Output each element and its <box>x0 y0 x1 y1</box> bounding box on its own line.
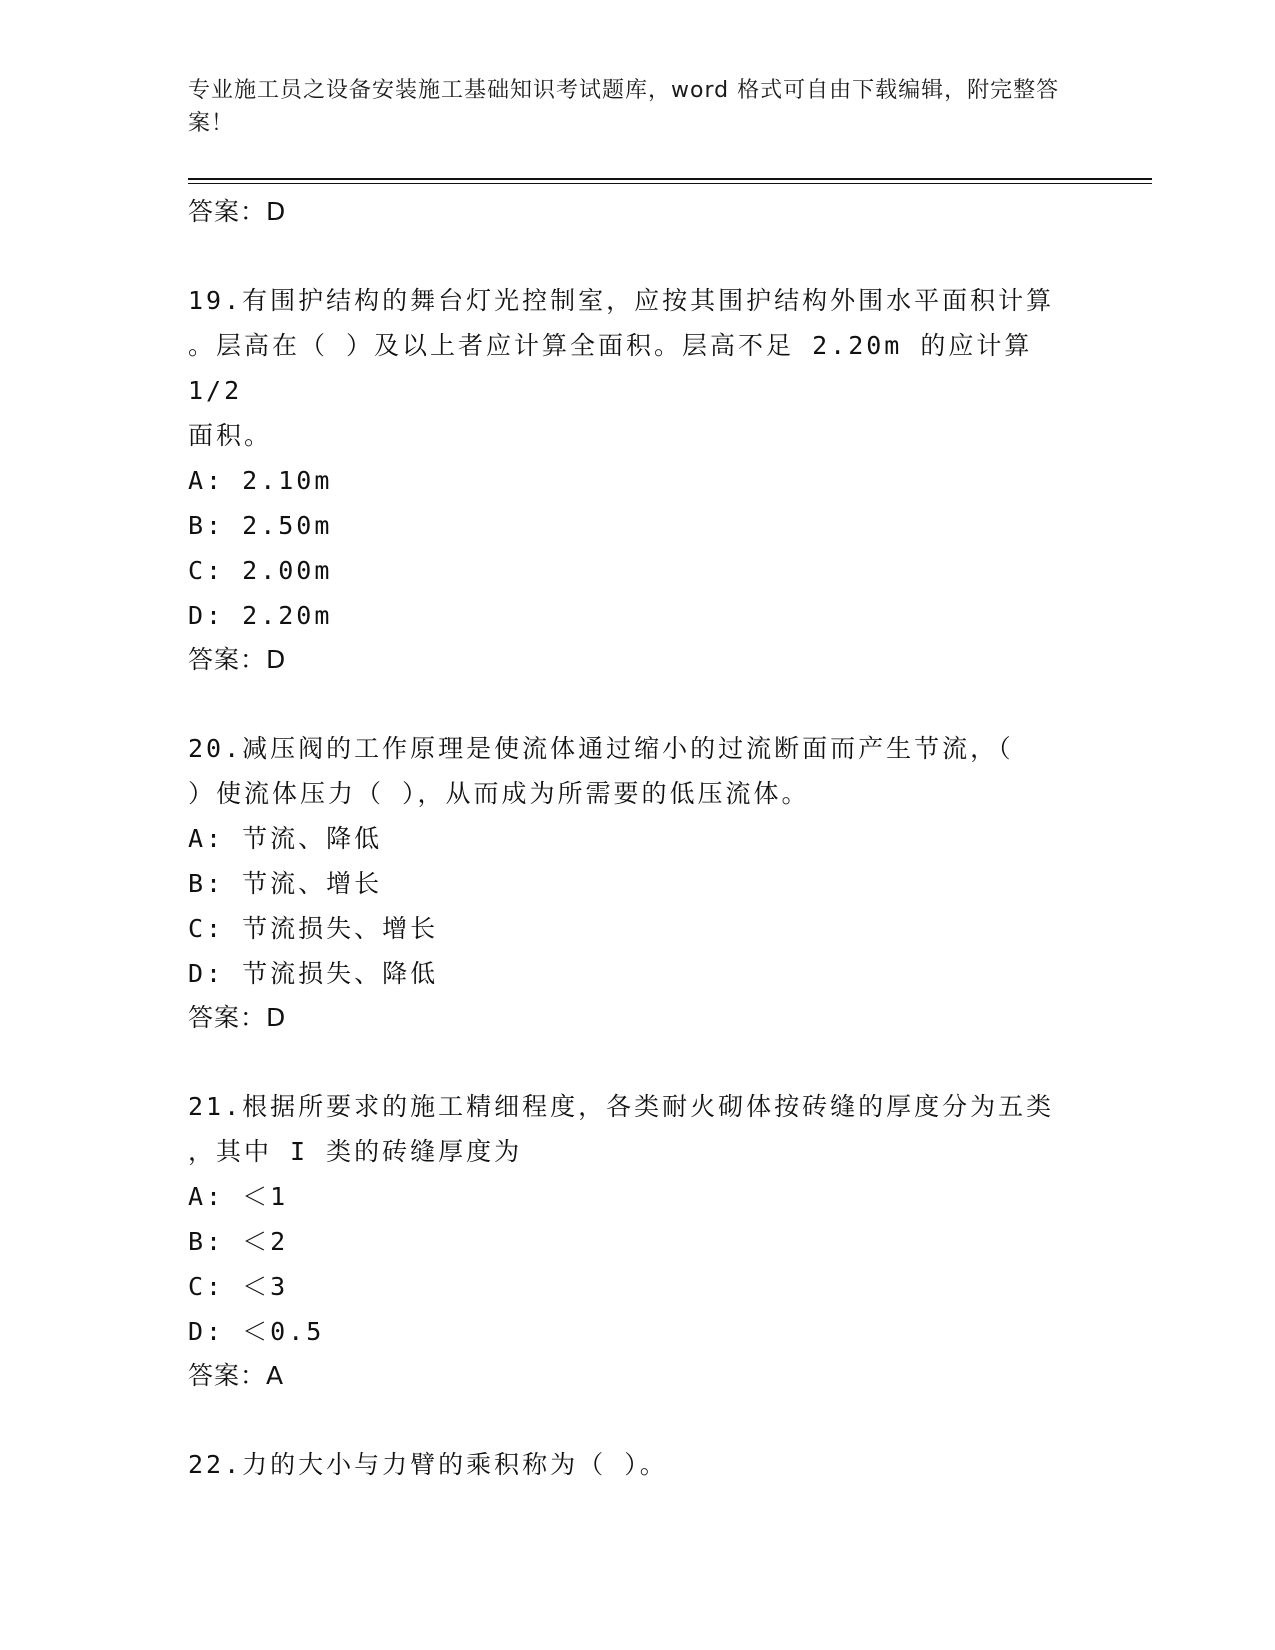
question-text-line: ）使流体压力（ ），从而成为所需要的低压流体。 <box>188 779 810 808</box>
question-item <box>188 1084 1088 1396</box>
option-d: D: ＜0.5 <box>188 1317 325 1346</box>
option-a: A: 2.10m <box>188 466 333 495</box>
answer-line: 答案：D <box>188 645 287 674</box>
header-rule-thin <box>188 183 1152 184</box>
question-list <box>188 192 1088 1487</box>
answer-line: 答案：D <box>188 1003 287 1032</box>
question-text-line: 21.根据所要求的施工精细程度，各类耐火砌体按砖缝的厚度分为五类 <box>188 1092 1055 1121</box>
option-c: C: ＜3 <box>188 1272 289 1301</box>
option-b: B: 节流、增长 <box>188 869 383 898</box>
question-text-line: 19.有围护结构的舞台灯光控制室，应按其围护结构外围水平面积计算 <box>188 286 1055 315</box>
option-d: D: 2.20m <box>188 601 333 630</box>
header-note: 专业施工员之设备安装施工基础知识考试题库，word 格式可自由下载编辑，附完整答案！ <box>188 78 1060 136</box>
question-item <box>188 1442 1088 1487</box>
option-d: D: 节流损失、降低 <box>188 959 439 988</box>
answer-line: 答案：D <box>188 197 287 226</box>
option-c: C: 节流损失、增长 <box>188 914 439 943</box>
question-item <box>188 726 1088 1038</box>
option-a: A: 节流、降低 <box>188 824 383 853</box>
question-text-line: 。层高在（ ）及以上者应计算全面积。层高不足 2.20m 的应计算 1/2 <box>188 331 1033 405</box>
option-c: C: 2.00m <box>188 556 333 585</box>
question-text-line: 20.减压阀的工作原理是使流体通过缩小的过流断面而产生节流，（ <box>188 734 1014 763</box>
answer-line: 答案：A <box>188 1361 285 1390</box>
header-rule-thick <box>188 178 1152 180</box>
question-item <box>188 278 1088 680</box>
option-b: B: ＜2 <box>188 1227 289 1256</box>
question-text-line: ，其中 I 类的砖缝厚度为 <box>188 1137 523 1166</box>
question-text-line: 面积。 <box>188 421 273 450</box>
question-text-line: 22.力的大小与力臂的乘积称为（ ）。 <box>188 1450 668 1479</box>
option-b: B: 2.50m <box>188 511 333 540</box>
option-a: A: ＜1 <box>188 1182 289 1211</box>
